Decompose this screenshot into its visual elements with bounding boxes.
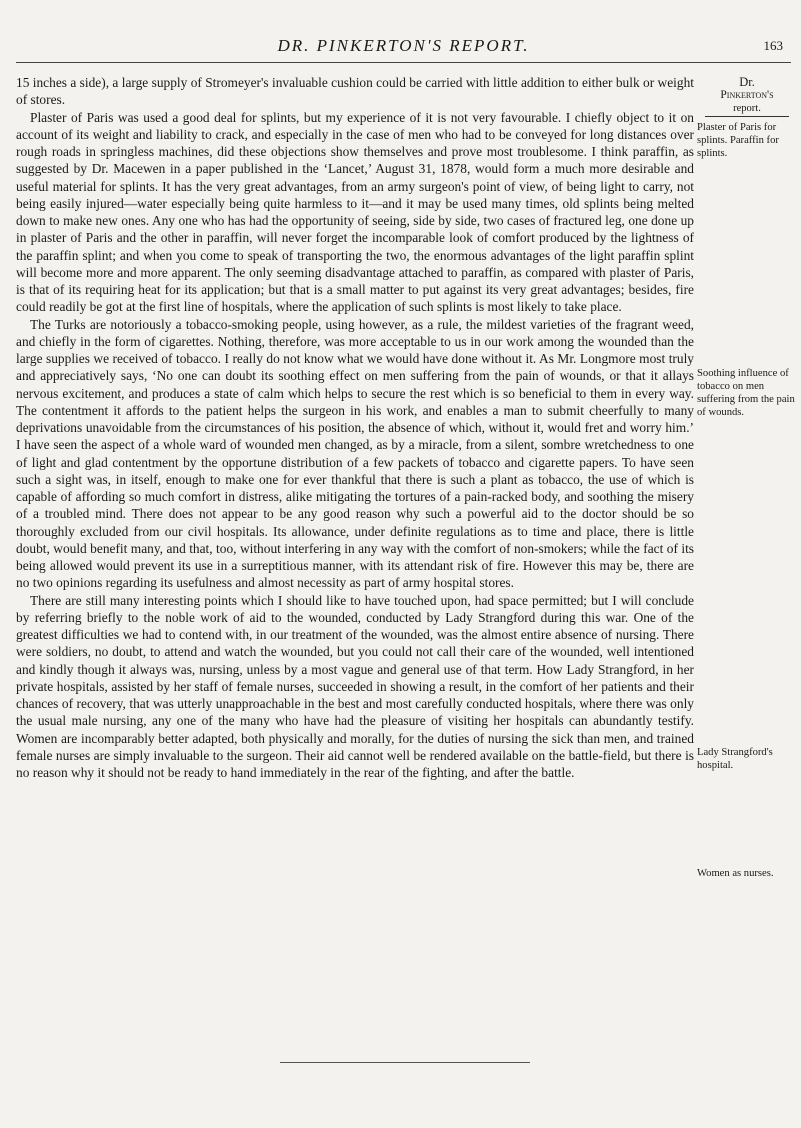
page-number: 163: [763, 38, 783, 53]
margin-note-nurses: Women as nurses.: [697, 868, 774, 879]
margin-note-title: Dr.: [739, 75, 755, 89]
body-text: [16, 74, 694, 781]
margin-note-subtitle: Pinkerton's: [720, 89, 774, 101]
paragraph: The Turks are notoriously a tobacco-smoking people, using however, as a rule, the mildest varieties of the fragrant weed, and chiefly in the form of cigarettes. Nothing, therefore, was more acceptable to us in our work among the wounded than the large supplies we received of tobacco. I really do not know what we would have done without it. As Mr. Longmore most truly and appreciatively says, ‘No one can doubt its soothing effect on men suffering from the pain of wounds, or that it allays nervous excitement, and produces a state of calm which helps to secure the rest which is so beneficial to them in every way. The contentment it affords to the patient helps the surgeon in his work, and enables a man to submit cheerfully to many deprivations unavoidable from the circumstances of his position, the absence of which, without it, would fret and worry him.’ I have seen the aspect of a whole ward of wounded men changed, as by a miracle, from a silent, sombre wretchedness to one of light and glad contentment by the opportune distribution of a few packets of tobacco and cigarette papers. To have seen such a sight was, in itself, enough to make one for ever thankful that there is such a plant as tobacco, the use of which is capable of affording so much comfort in distress, alike mitigating the tortures of a pain-racked body, and soothing the misery of a troubled mind. There does not appear to be any good reason why such a powerful aid to the doctor should be so thoroughly excluded from our civil hospitals. Its allowance, under definite regulations as to time and place, there is little doubt, would benefit many, and that, too, without interfering in any way with the comfort of non-smokers; while the fact of its being allowed would prevent its use in a surreptitious manner, with its attendant risk of fire. However this may be, there are no two opinions regarding its usefulness and almost necessity as part of army hospital stores.: [16, 316, 694, 591]
margin-note-report: [697, 76, 797, 160]
paragraph: There are still many interesting points which I should like to have touched upon, had space permitted; but I will conclude by referring briefly to the noble work of aid to the wounded, conducted by Lady Strangford during this war. One of the greatest difficulties we had to contend with, in our treatment of the wounded, was the almost entire absence of nursing. There were soldiers, no doubt, to attend and watch the wounded, but you could not call their care of the wounded, well intentioned and kindly though it always was, nursing, unless by a most vague and general use of that term. How Lady Strangford, in her private hospitals, assisted by her staff of female nurses, succeeded in showing a result, in the comfort of her patients and their chances of recovery, that was utterly unapproachable in the best and most carefully conducted hospitals, where there was only the usual male nursing, any one of the many who have had the pleasure of visiting her hospitals can abundantly testify. Women are incomparably better adapted, both physically and morally, for the duties of nursing the sick than men, and trained female nurses are simply invaluable to the surgeon. Their aid cannot well be rendered available on the battle-field, but there is no reason why it should not be ready to hand immediately in the rear of the fighting, and after the battle.: [16, 592, 694, 780]
paragraph: Plaster of Paris was used a good deal for splints, but my experience of it is not very favourable. I chiefly object to it on account of its weight and liability to crack, and especially in the case of men who had to be conveyed for long distances over rough roads in springless machines, did these objections show themselves and prove most troublesome. I think paraffin, as suggested by Dr. Macewen in a paper published in the ‘Lancet,’ August 31, 1878, would form a much more desirable and useful material for splints. It has the very great advantages, from an army surgeon's point of view, of being light to carry, not being easily injured—water especially being quite harmless to it—and it may be used many times, old splints being melted down to make new ones. Any one who has had the opportunity of seeing, side by side, two cases of fractured leg, one done up in plaster of Paris and the other in paraffin, will never forget the incomparable look of comfort produced by the lightness of the paraffin splint; and when you come to speak of transporting the two, the enormous advantages of the light paraffin splint will become more and more apparent. The only seeming disadvantage attached to paraffin, as compared with plaster of Paris, is that of its requiring heat for its application; but that is a small matter to put against its very great advantages; besides, fire could readily be got at the first line of hospitals, where the application of such splints is most likely to take place.: [16, 109, 694, 315]
paragraph: 15 inches a side), a large supply of Stromeyer's invaluable cushion could be carried with little addition to either bulk or weight of stores.: [16, 75, 694, 108]
running-head: DR. PINKERTON'S REPORT.: [277, 36, 530, 55]
header-rule: [16, 62, 791, 63]
margin-note-hospital: Lady Strangford's hospital.: [697, 747, 773, 771]
page-header: [16, 36, 791, 60]
margin-note-report-label: report.: [705, 102, 789, 117]
margin-note-tobacco: Soothing influence of tobacco on men suffering from the pain of wounds.: [697, 368, 795, 418]
margin-note-splints: Plaster of Paris for splints. Paraffin for splints.: [697, 122, 779, 159]
bottom-rule: [280, 1062, 530, 1063]
